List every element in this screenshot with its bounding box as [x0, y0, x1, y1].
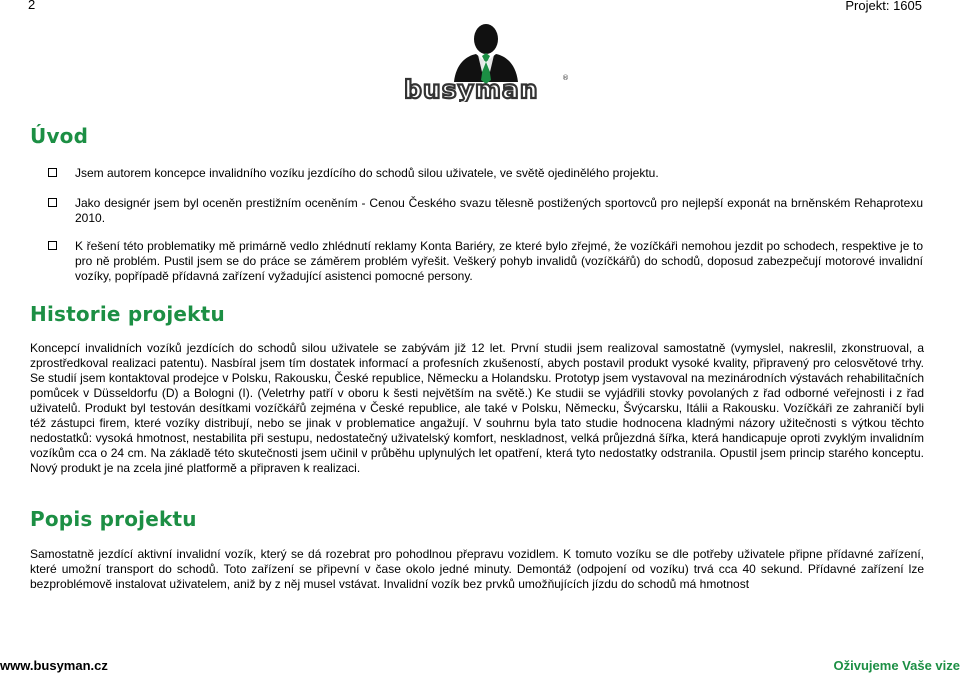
footer-slogan: Oživujeme Vaše vize: [833, 658, 960, 673]
checkbox-square-icon: [48, 241, 57, 250]
heading-uvod: Úvod: [30, 124, 89, 148]
bullet-item: [48, 239, 923, 284]
historie-paragraph: Koncepcí invalidních vozíků jezdících do schodů silou uživatele se zabývám již 12 let. První studii jsem realizoval samostatně (vymyslel, nakreslil, zkonstruoval, a zprostředkoval realizaci patentu). Nasbíral jsem tím dostatek informací a profesních zkušeností, abych postavil produkt vysoké kvality, připravený pro celosvětové trhy. Se studií jsem kontaktoval prodejce v Polsku, Rakousku, České republice, Německu a Holandsku. Prototyp jsem vystavoval na mezinárodních výstavách rehabilitačních pomůcek v Düsseldorfu (D) a Bologni (I). (Veletrhy patří v oboru k šesti největším na světě.) Ke studii se vyjádřili stovky povolaných z řad odborné veřejnosti i z řad uživatelů. Produkt byl testován desítkami vozíčkářů zejména v České republice, ale také v Polsku, Německu, Švýcarsku, Itálii a Rakousku. Vozíčkáři ze zahraničí byli též zástupci firem, které vozíky distribují, nebo se jinak v problematice angažují. V souhrnu byla tato studie hodnocena kladnými názory užitečnosti s výtkou těchto nedostatků: vysoká hmotnost, nestabilita při sestupu, nedostatečný uživatelský komfort, neskladnost, velká průjezdná šířka, která handicapuje oproti zvyklým invalidním vozíkům cca o 24 cm. Na základě této skutečnosti jsem učinil v průběhu uplynulých let opatření, která tyto nedostatky odstranila. Opustil jsem princip starého konceptu. Nový produkt je na zcela jiné platformě a připraven k realizaci.: [30, 341, 924, 475]
heading-historie-projektu: Historie projektu: [30, 302, 225, 326]
bullet-text: Jsem autorem koncepce invalidního vozíku jezdícího do schodů silou uživatele, ve světě ojedinělého projektu.: [75, 166, 659, 180]
project-number: Projekt: 1605: [845, 0, 922, 13]
popis-paragraph: Samostatně jezdící aktivní invalidní vozík, který se dá rozebrat pro pohodlnou přepravu vozidlem. K tomuto vozíku se dle potřeby uživatele připne přídavné zařízení, které umožní transport do schodů. Toto zařízení se připevní v čase okolo jedné minuty. Demontáž (odpojení od vozíku) trvá cca 40 sekund. Přídavné zařízení lze bezproblémově instalovat uživatelem, aniž by z něj musel vstávat. Invalidní vozík bez prvků umožňujících jízdu do schodů má hmotnost: [30, 547, 924, 591]
heading-popis-projektu: Popis projektu: [30, 507, 197, 531]
bullet-text: Jako designér jsem byl oceněn prestižním oceněním - Cenou Českého svazu tělesně postižených sportovců pro nejlepší exponát na brněnském Rehaprotexu 2010.: [75, 196, 923, 225]
bullet-item: [48, 196, 923, 226]
logo-wordmark: busyman: [404, 75, 539, 102]
checkbox-square-icon: [48, 198, 57, 207]
registered-mark: ®: [562, 74, 569, 82]
busyman-logo: [400, 22, 572, 102]
bullet-text: K řešení této problematiky mě primárně vedlo zhlédnutí reklamy Konta Bariéry, ze které bylo zřejmé, že vozíčkáři nemohou jezdit po schodech, respektive je to pro ně problém. Pustil jsem se do práce se záměrem problém vyřešit. Veškerý pohyb invalidů (vozíčkářů) do schodů, doposud zabezpečují motorové invalidní vozíky, popřípadě přídavná zařízení vyžadující asistenci pomocné persony.: [75, 239, 923, 283]
page-number: 2: [28, 0, 36, 12]
checkbox-square-icon: [48, 168, 57, 177]
footer-website: www.busyman.cz: [0, 658, 108, 673]
bullet-item: [48, 166, 923, 181]
